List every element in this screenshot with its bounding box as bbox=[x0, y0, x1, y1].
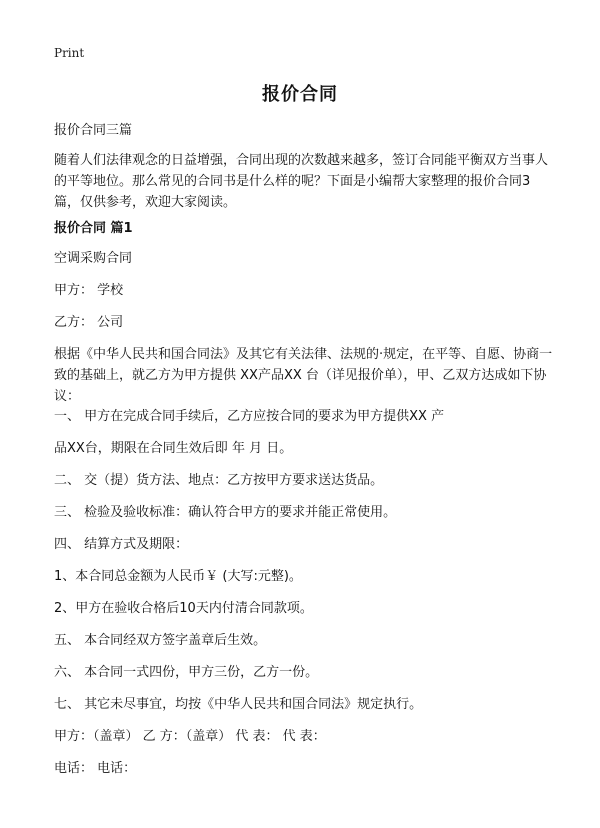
intro-paragraph: 随着人们法律观念的日益增强，合同出现的次数越来越多，签订合同能平衡双方当事人的平等地位。那么常见的合同书是什么样的呢？下面是小编帮大家整理的报价合同3篇，仅供参考，欢迎大家阅读。 bbox=[54, 153, 549, 210]
document-title: 报价合同 bbox=[262, 84, 338, 105]
signature-line: 甲方：（盖章） 乙 方：（盖章） 代 表： 代 表： bbox=[54, 729, 326, 744]
clause-1-line-2: 品XX台，期限在合同生效后即 年 月 日。 bbox=[54, 441, 293, 456]
clause-4: 四、 结算方式及期限： bbox=[54, 537, 189, 552]
clause-5: 五、 本合同经双方签字盖章后生效。 bbox=[54, 633, 267, 648]
phone-line: 电话： 电话： bbox=[54, 761, 137, 776]
clause-1-line-1: 一、 甲方在完成合同手续后，乙方应按合同的要求为甲方提供XX 产 bbox=[54, 409, 445, 424]
party-a: 甲方： 学校 bbox=[54, 283, 124, 298]
clause-7: 七、 其它未尽事宜，均按《中华人民共和国合同法》规定执行。 bbox=[54, 697, 423, 712]
clause-2: 二、 交（提）货方法、地点：乙方按甲方要求送达货品。 bbox=[54, 473, 384, 488]
section-heading: 报价合同 篇1 bbox=[54, 221, 133, 236]
party-b: 乙方： 公司 bbox=[54, 315, 124, 330]
document-subtitle: 报价合同三篇 bbox=[54, 123, 133, 138]
clause-3: 三、 检验及验收标准：确认符合甲方的要求并能正常使用。 bbox=[54, 505, 397, 520]
clause-4-1: 1、本合同总金额为人民币￥ (大写:元整)。 bbox=[54, 569, 302, 584]
clause-4-2: 2、甲方在验收合格后10天内付清合同款项。 bbox=[54, 601, 313, 616]
contract-name: 空调采购合同 bbox=[54, 251, 133, 266]
preamble-paragraph: 根据《中华人民共和国合同法》及其它有关法律、法规的·规定，在平等、自愿、协商一致的基础上，就乙方为甲方提供 XX产品XX 台（详见报价单），甲、乙双方达成如下协议： bbox=[54, 347, 553, 404]
print-link[interactable]: Print bbox=[54, 46, 85, 60]
clause-6: 六、 本合同一式四份，甲方三份，乙方一份。 bbox=[54, 665, 319, 680]
